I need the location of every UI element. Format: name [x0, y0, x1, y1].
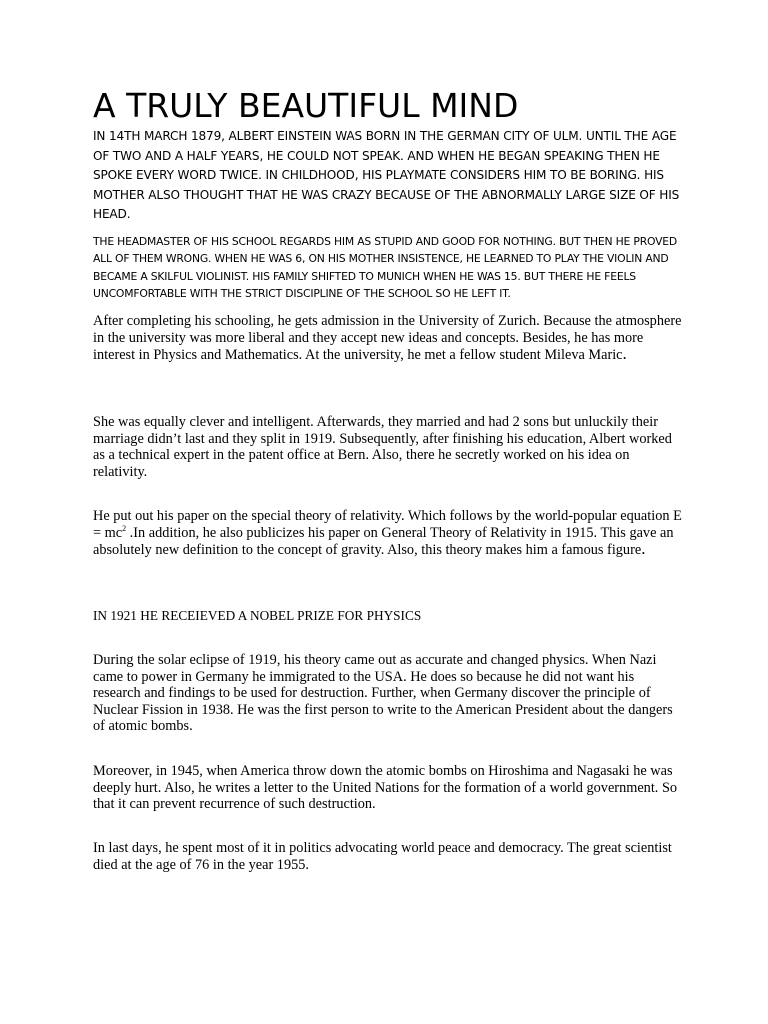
paragraph-zurich: [93, 313, 683, 364]
paragraph-zurich-text: After completing his schooling, he gets admission in the University of Zurich. Because the atmosphere in the university was more liberal and they accept new ideas and concepts. Besides, he has more interest in Physics and Mathematics. At the university, he met a fellow student Mileva Maric: [93, 313, 682, 364]
paragraph-eclipse: During the solar eclipse of 1919, his theory came out as accurate and changed physics. When Nazi came to power in Germany he immigrated to the USA. He does so because he did not want his research and findings to be used for destruction. Further, when Germany discover the principle of Nuclear Fission in 1938. He was the first person to write to the American President about the dangers of atomic bombs.: [93, 652, 673, 735]
relativity-period: .: [641, 539, 646, 559]
caps-paragraph-birth: IN 14TH MARCH 1879, ALBERT EINSTEIN WAS BORN IN THE GERMAN CITY OF ULM. UNTIL THE AGE OF TWO AND A HALF YEARS, HE COULD NOT SPEAK. AND WHEN HE BEGAN SPEAKING THEN HE SPOKE EVERY WORD TWICE. IN CHILDHOOD, HIS PLAYMATE CONSIDERS HIM TO BE BORING. HIS MOTHER ALSO THOUGHT THAT HE WAS CRAZY BECAUSE OF THE ABNORMALLY LARGE SIZE OF HIS HEAD.: [93, 129, 680, 221]
paragraph-marriage: She was equally clever and intelligent. Afterwards, they married and had 2 sons but unluckily their marriage didn’t last and they split in 1919. Subsequently, after finishing his education, Albert worked as a technical expert in the patent office at Bern. Also, there he secretly worked on his idea on relativity.: [93, 414, 672, 480]
paragraph-relativity: [93, 508, 683, 559]
relativity-text-end: .In addition, he also publicizes his paper on General Theory of Relativity in 1915. This gave an absolutely new definition to the concept of gravity. Also, this theory makes him a famous figure: [93, 524, 674, 559]
equation-superscript: 2: [122, 523, 127, 533]
caps-paragraph-school: THE HEADMASTER OF HIS SCHOOL REGARDS HIM AS STUPID AND GOOD FOR NOTHING. BUT THEN HE PROVED ALL OF THEM WRONG. WHEN HE WAS 6, ON HIS MOTHER INSISTENCE, HE LEARNED TO PLAY THE VIOLIN AND BECAME A SKILFUL VIOLINIST. HIS FAMILY SHIFTED TO MUNICH WHEN HE WAS 15. BUT THERE HE FEELS UNCOMFORTABLE WITH THE STRICT DISCIPLINE OF THE SCHOOL SO HE LEFT IT.: [93, 235, 678, 300]
nobel-prize-line: IN 1921 HE RECEIEVED A NOBEL PRIZE FOR PHYSICS: [93, 608, 422, 623]
paragraph-1945: Moreover, in 1945, when America throw down the atomic bombs on Hiroshima and Nagasaki he was deeply hurt. Also, he writes a letter to the United Nations for the formation of a world government. So that it can prevent recurrence of such destruction.: [93, 763, 678, 813]
document-title: A TRULY BEAUTIFUL MIND: [93, 86, 519, 125]
relativity-text-start: He put out his paper on the special theory of relativity. Which follows by the world-popular equation E = mc: [93, 508, 682, 541]
paragraph-zurich-period: .: [622, 344, 627, 364]
paragraph-last-days: In last days, he spent most of it in politics advocating world peace and democracy. The great scientist died at the age of 76 in the year 1955.: [93, 840, 672, 873]
